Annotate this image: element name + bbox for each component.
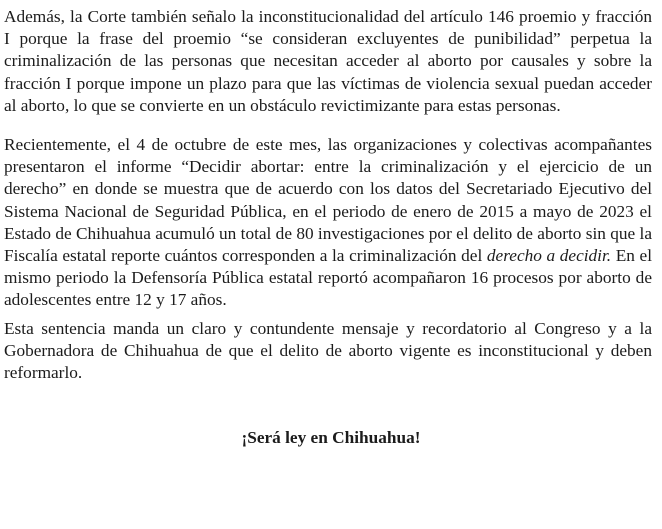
- paragraph-report-text: Recientemente, el 4 de octubre de este mes, las organizaciones y colectivas acompañantes presentaron el informe “Decidir abortar: entre la criminalización y el ejercicio de un derecho” en donde se muestra que de acuerdo con los datos del Secretariado Ejecutivo del Sistema Nacional de Seguridad Pública, en el periodo de enero de 2015 a mayo de 2023 el Estado de Chihuahua acumuló un total de 80 investigaciones por el delito de aborto sin que la Fiscalía estatal reporte cuántos corresponden a la criminalización del: [4, 135, 652, 266]
- closing-slogan: ¡Será ley en Chihuahua!: [241, 428, 421, 447]
- paragraph-message: Esta sentencia manda un claro y contundente mensaje y recordatorio al Congreso y a la Gobernadora de Chihuahua de que el delito de aborto vigente es inconstitucional y deben reformarlo.: [4, 319, 652, 383]
- paragraph-court-ruling: Además, la Corte también señalo la inconstitucionalidad del artículo 146 proemio y fracción I porque la frase del proemio “se consideran excluyentes de punibilidad” perpetua la criminalización de las personas que necesitan acceder al aborto por causales y sobre la fracción I porque impone un plazo para que las víctimas de violencia sexual puedan acceder al aborto, lo que se convierte en un obstáculo revictimizante para estas personas.: [4, 7, 652, 115]
- paragraph-report-text-end: En el mismo periodo la Defensoría Pública estatal reportó acompañaron 16 procesos por aborto de adolescentes entre 12 y 17 años.: [4, 246, 653, 310]
- paragraph-report: [4, 134, 652, 312]
- paragraph-report-emphasis: derecho a decidir.: [486, 246, 612, 266]
